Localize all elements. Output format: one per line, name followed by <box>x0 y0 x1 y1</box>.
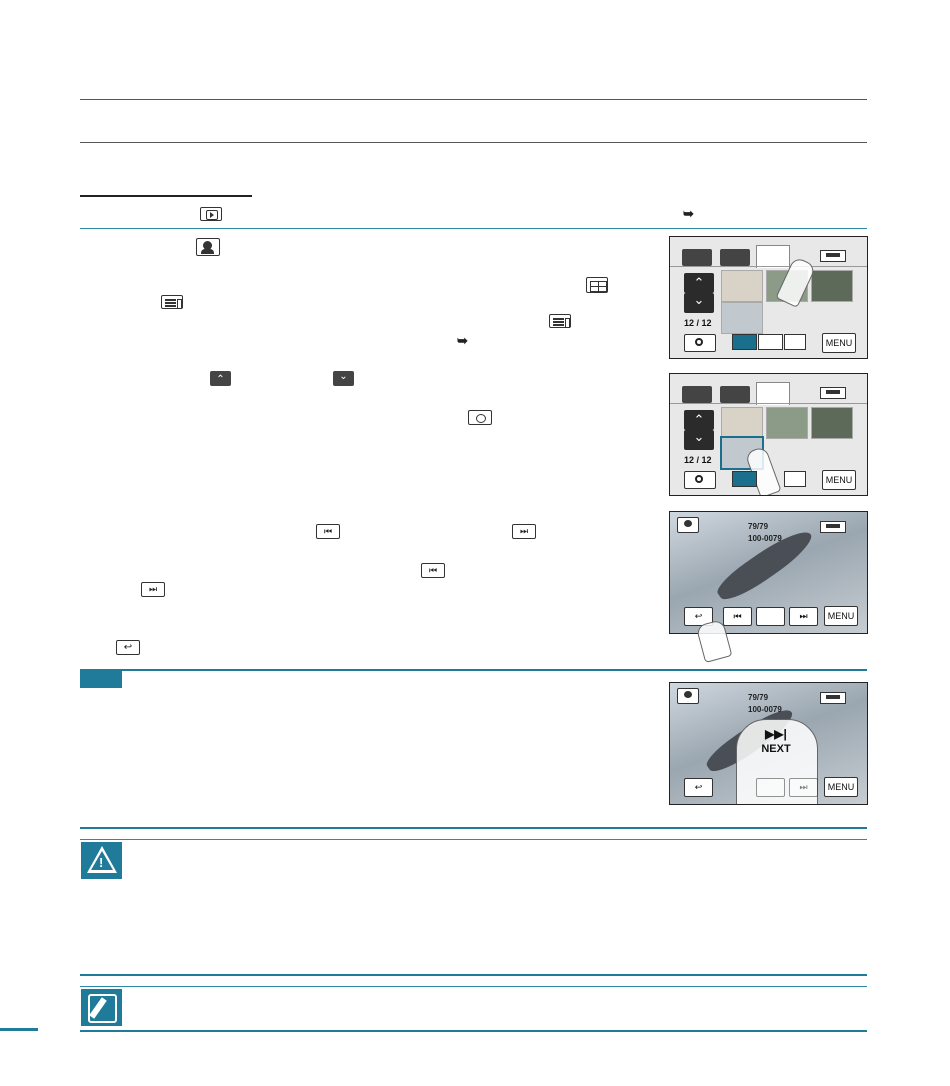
previous-button[interactable]: ⏮ <box>723 607 752 626</box>
caution-rule-top <box>80 827 867 829</box>
slideshow-button[interactable] <box>784 334 806 350</box>
next-overlay-label: NEXT <box>761 743 791 755</box>
right-arrow-icon-2: ➥ <box>457 333 468 348</box>
header-rule-top <box>80 99 867 100</box>
menu-button[interactable]: MENU <box>824 777 858 797</box>
next-button[interactable]: ⏭ <box>789 607 818 626</box>
slideshow-icon <box>468 410 492 425</box>
skip-next-icon: ⏭ <box>512 524 536 539</box>
file-counter: 79/79 <box>748 693 769 702</box>
right-arrow-icon: ➥ <box>683 206 694 221</box>
tab-bar <box>670 403 868 404</box>
slideshow-button[interactable] <box>756 607 785 626</box>
tab-video-sd <box>720 386 750 403</box>
photo-next-screen <box>669 682 868 805</box>
thumbnail[interactable] <box>766 407 808 439</box>
down-button[interactable]: ⌄ <box>684 430 714 450</box>
camera-button[interactable] <box>684 471 716 489</box>
battery-icon <box>820 387 846 399</box>
page-counter: 12 / 12 <box>684 318 712 328</box>
warning-triangle-icon: ! <box>81 842 122 879</box>
list-view-button[interactable] <box>758 334 783 350</box>
file-counter: 79/79 <box>748 522 769 531</box>
multi-thumbnail-view-icon <box>586 277 608 293</box>
next-button[interactable]: ⏭ <box>789 778 818 797</box>
thumbnail-screen-2 <box>669 373 868 496</box>
battery-icon <box>820 250 846 262</box>
photo-mode-icon <box>677 517 699 533</box>
caution-rule-inner <box>80 839 867 840</box>
next-overlay-icon: ▶▶| <box>765 727 787 741</box>
tab-video-sd <box>720 249 750 266</box>
up-button[interactable]: ⌃ <box>684 273 714 293</box>
battery-icon <box>820 521 846 533</box>
slideshow-button[interactable] <box>756 778 785 797</box>
tab-video-hd <box>682 386 712 403</box>
tab-bar <box>670 266 868 267</box>
note-pencil-icon <box>81 989 122 1026</box>
down-button[interactable]: ⌄ <box>684 293 714 313</box>
thumbnail[interactable] <box>721 302 763 334</box>
thumbnail[interactable] <box>721 270 763 302</box>
skip-next-icon-2: ⏭ <box>141 582 165 597</box>
tab-photo <box>756 245 790 268</box>
page-counter: 12 / 12 <box>684 455 712 465</box>
note-rule-top <box>80 974 867 976</box>
note-rule-bottom <box>80 1030 867 1032</box>
tab-photo <box>756 382 790 405</box>
tab-video-hd <box>682 249 712 266</box>
skip-previous-icon: ⏮ <box>316 524 340 539</box>
section-title-underline <box>80 195 252 197</box>
menu-button[interactable]: MENU <box>822 333 856 353</box>
multi-view-button[interactable] <box>732 471 757 487</box>
play-button-icon <box>200 207 222 221</box>
chevron-up-icon: ⌃ <box>210 371 231 386</box>
page-edge-marker <box>0 1028 38 1031</box>
list-view-icon <box>161 295 183 309</box>
file-number: 100-0079 <box>748 705 782 714</box>
thumbnail[interactable] <box>811 270 853 302</box>
return-button[interactable]: ↩ <box>684 778 713 797</box>
step-rule <box>80 228 867 229</box>
header-rule-bottom <box>80 142 867 143</box>
menu-button[interactable]: MENU <box>822 470 856 490</box>
up-button[interactable]: ⌃ <box>684 410 714 430</box>
tip-badge <box>80 671 122 688</box>
battery-icon <box>820 692 846 704</box>
photo-playback-icon <box>196 238 220 256</box>
return-icon: ↩ <box>116 640 140 655</box>
thumbnail-screen-1 <box>669 236 868 359</box>
skip-previous-icon-2: ⏮ <box>421 563 445 578</box>
list-view-icon-2 <box>549 314 571 328</box>
photo-mode-icon <box>677 688 699 704</box>
note-rule-inner <box>80 986 867 987</box>
thumbnail[interactable] <box>811 407 853 439</box>
file-number: 100-0079 <box>748 534 782 543</box>
multi-view-button[interactable] <box>732 334 757 350</box>
menu-button[interactable]: MENU <box>824 606 858 626</box>
thumbnail[interactable] <box>721 407 763 439</box>
tip-rule <box>80 669 867 671</box>
return-button[interactable]: ↩ <box>684 607 713 626</box>
chevron-down-icon: ⌄ <box>333 371 354 386</box>
photo-view-screen <box>669 511 868 634</box>
slideshow-button[interactable] <box>784 471 806 487</box>
camera-button[interactable] <box>684 334 716 352</box>
